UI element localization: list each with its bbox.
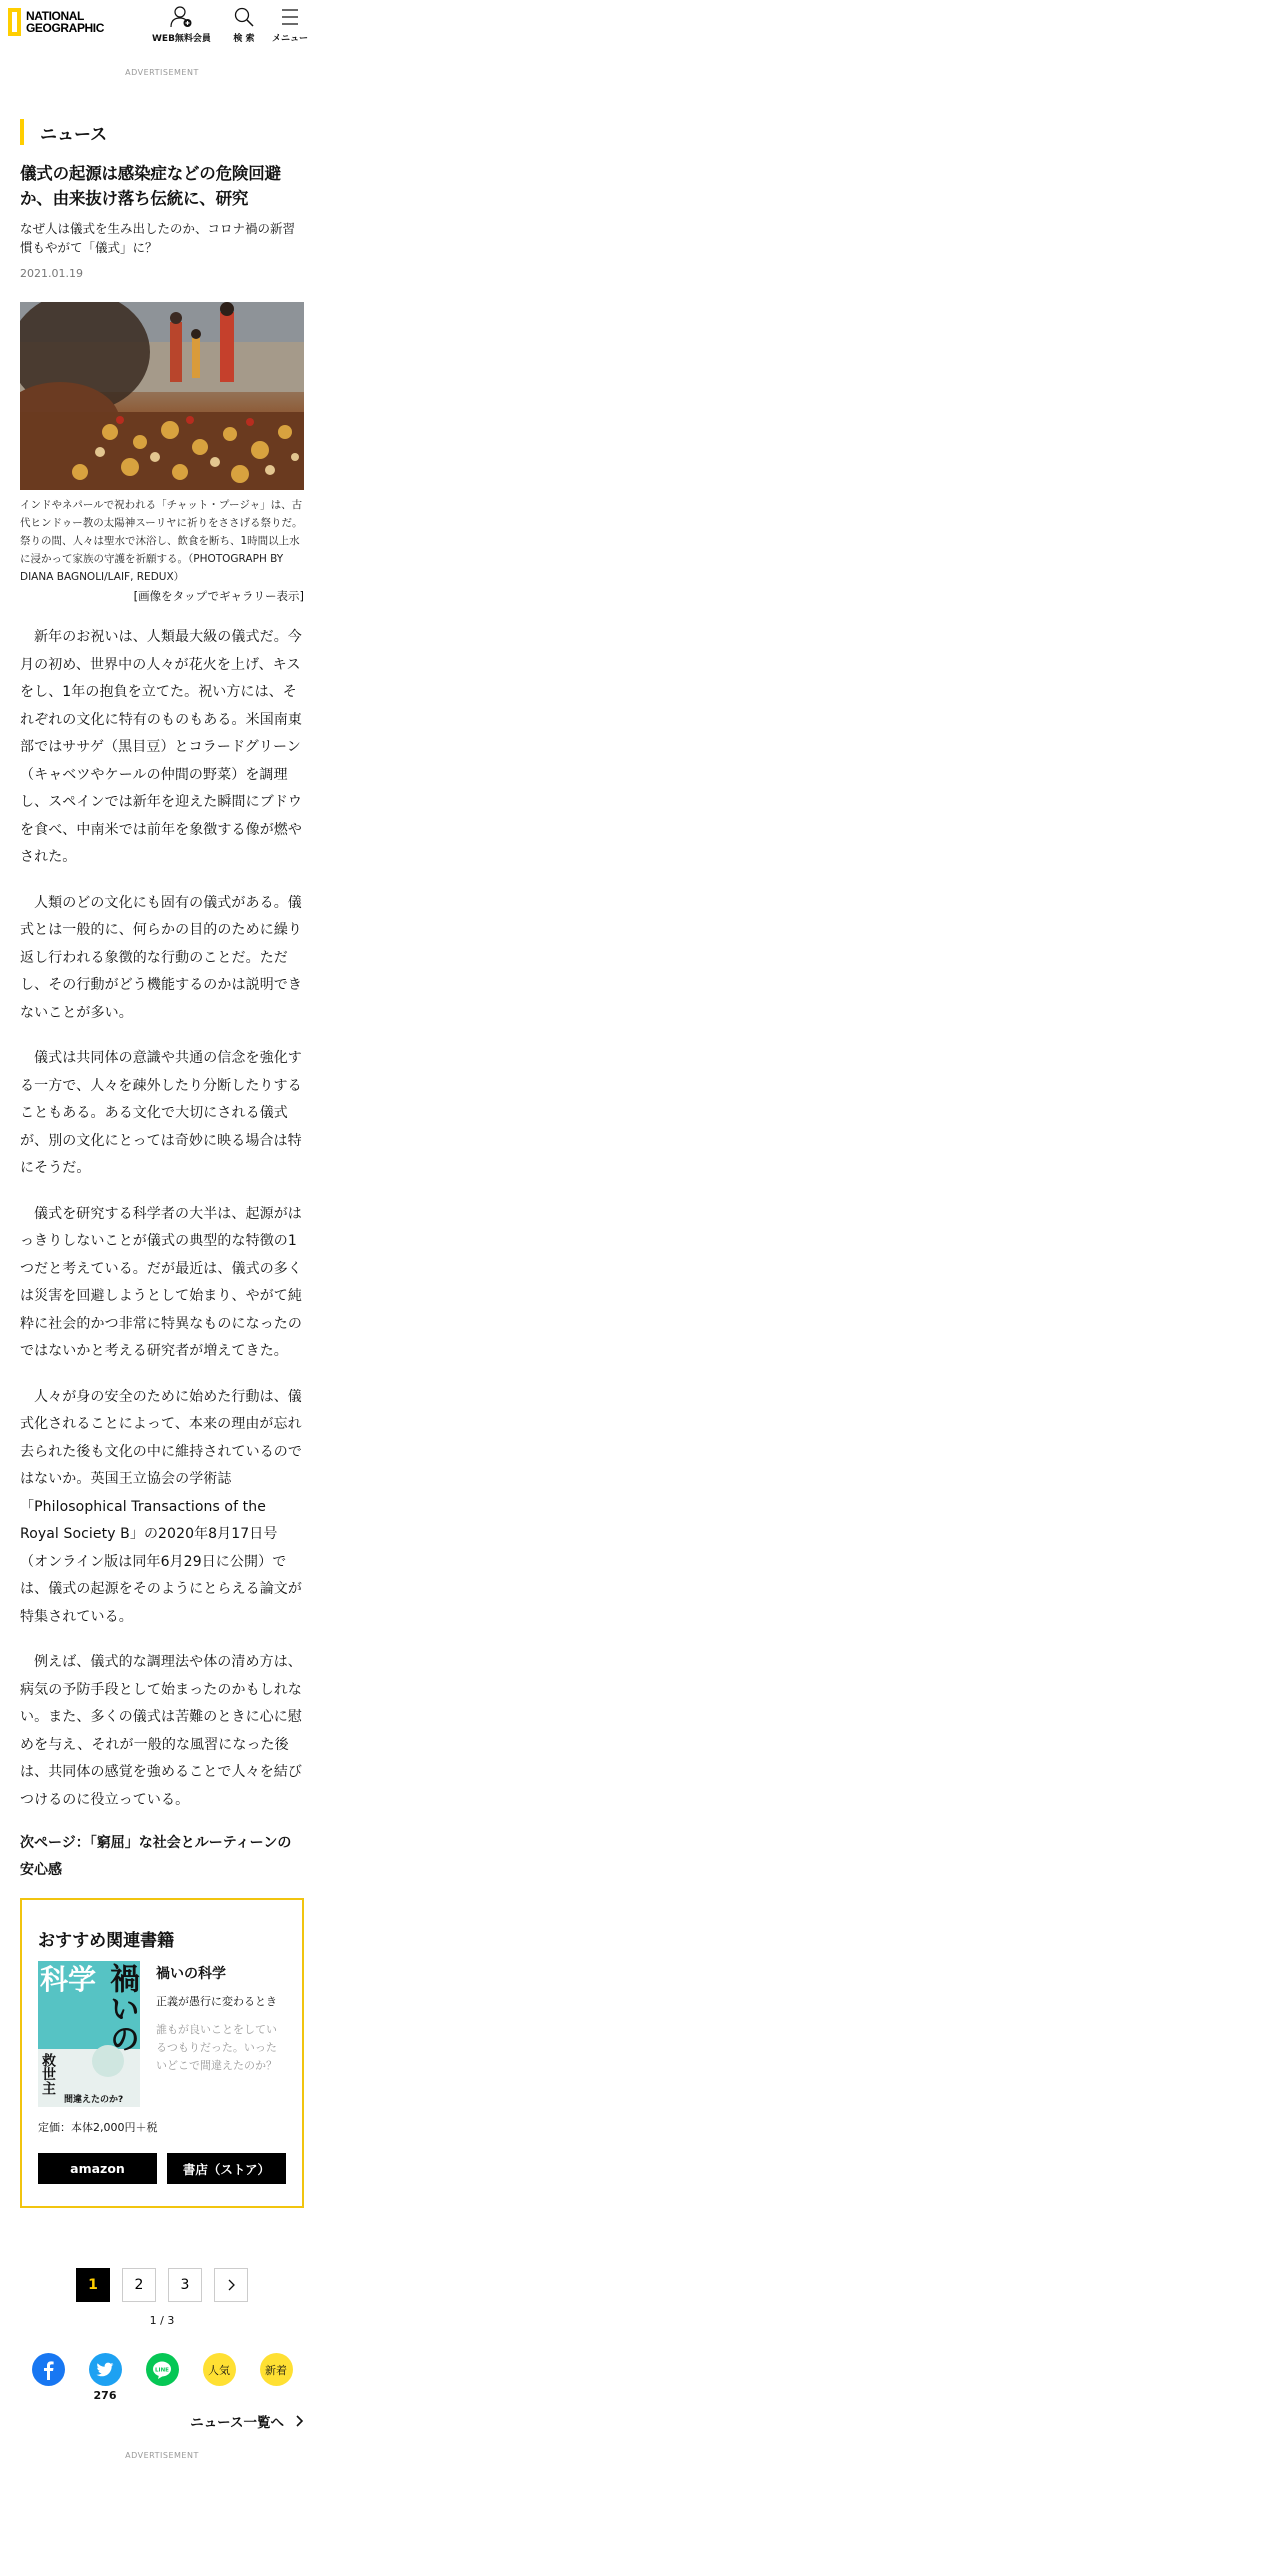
recommended-book-box: [20, 1898, 304, 2208]
user-icon: [169, 6, 193, 28]
chevron-right-icon: [225, 2278, 237, 2292]
article-photo[interactable]: [20, 302, 304, 490]
photo-caption: インドやネパールで祝われる「チャット・プージャ」は、古代ヒンドゥー教の太陽神スーリヤに祈りをささげる祭りだ。祭りの間、人々は聖水で沐浴し、飲食を断ち、1時間以上水に浸かって家族の守護を祈願する。（PHOTOGRAPH BY DIANA BAGNOLI/LAIF, REDUX）: [20, 499, 303, 583]
member-label: WEB無料会員: [152, 34, 211, 44]
news-list-link[interactable]: [0, 2411, 324, 2431]
article-body: [20, 624, 304, 1814]
page-button-1[interactable]: 1: [76, 2268, 110, 2302]
site-header: [0, 0, 324, 52]
logo-text: [26, 10, 104, 34]
menu-label: メニュー: [272, 34, 309, 44]
line-icon: [146, 2353, 179, 2386]
cover-title-a: 禍いの: [104, 1963, 139, 2053]
popular-button[interactable]: [203, 2353, 236, 2403]
section-heading: [20, 119, 304, 145]
book-box-title: おすすめ関連書籍: [38, 1931, 175, 1951]
section-label: ニュース: [40, 124, 108, 145]
facebook-count: [32, 2389, 65, 2403]
body-paragraph: 儀式を研究する科学者の大半は、起源がはっきりしないことが儀式の典型的な特徴の1つだと考えている。だが最近は、儀式の多くは災害を回避しようとして始まり、やがて純粋に社会的かつ非常に特異なものになったのではないかと考える研究者が増えてきた。: [20, 1205, 302, 1359]
line-share[interactable]: [146, 2353, 179, 2403]
search-label: 検 索: [233, 34, 255, 44]
chhath-puja-photo-illustration: [20, 302, 304, 490]
page: [0, 0, 324, 2460]
body-paragraph: 人々が身の安全のために始めた行動は、儀式化されることによって、本来の理由が忘れ去られた後も文化の中に維持されているのではないか。英国王立協会の学術誌「Philosophical Transactions of the Royal Society B」の2020年8月17日号（オンライン版は同年6月29日に公開）では、儀式の起源をそのようにとらえる論文が特集されている。: [20, 1388, 302, 1625]
cover-side-text: 救世主: [40, 2053, 56, 2095]
twitter-share[interactable]: [89, 2353, 122, 2403]
member-button[interactable]: [152, 6, 211, 44]
new-articles-button[interactable]: [260, 2353, 293, 2403]
national-geographic-logo[interactable]: [8, 8, 104, 36]
line-count: [146, 2389, 179, 2403]
gallery-link[interactable]: [画像をタップでギャラリー表示]: [133, 589, 304, 603]
next-page-button[interactable]: [214, 2268, 248, 2302]
article-content: [0, 119, 324, 2403]
hamburger-menu-icon: [279, 6, 301, 28]
svg-text:LINE: LINE: [155, 2367, 169, 2373]
advertisement-label-top: ADVERTISEMENT: [125, 68, 199, 77]
logo-yellow-border-icon: [8, 8, 21, 36]
book-row: [38, 1961, 286, 2107]
next-page-link[interactable]: 次ページ：「窮屈」な社会とルーティーンの安心感: [20, 1835, 292, 1878]
advertisement-label-bottom: ADVERTISEMENT: [125, 2451, 199, 2460]
amazon-button[interactable]: amazon: [38, 2153, 157, 2184]
book-price: 定価：本体2,000円＋税: [38, 2121, 158, 2134]
book-subtitle: 正義が愚行に変わるとき: [156, 1995, 277, 2008]
page-button-2[interactable]: 2: [122, 2268, 156, 2302]
page-count: 1 / 3: [149, 2314, 175, 2327]
cover-bottom-text: 間違えたのか?: [64, 2095, 124, 2105]
bookstore-button[interactable]: 書店（ストア）: [167, 2153, 286, 2184]
logo-line2: GEOGRAPHIC: [26, 21, 105, 35]
popular-label: 人気: [203, 2353, 236, 2386]
article-title: 儀式の起源は感染症などの危険回避か、由来抜け落ち伝統に、研究: [20, 164, 281, 208]
body-paragraph: 例えば、儀式的な調理法や体の清め方は、病気の予防手段として始まったのかもしれない。また、多くの儀式は苦難のときに心に慰めを与え、それが一般的な風習になった後は、共同体の感覚を強めることで人々を結びつけるのに役立っている。: [20, 1654, 302, 1808]
facebook-icon: [32, 2353, 65, 2386]
body-paragraph: 人類のどの文化にも固有の儀式がある。儀式とは一般的に、何らかの目的のために繰り返し行われる象徴的な行動のことだ。ただし、その行動がどう機能するのかは説明できないことが多い。: [20, 894, 302, 1021]
menu-button[interactable]: [272, 6, 308, 44]
twitter-count: 276: [93, 2389, 117, 2402]
search-icon: [233, 6, 255, 28]
chevron-right-icon: [294, 2415, 304, 2431]
book-buttons: [38, 2153, 286, 2184]
twitter-icon: [89, 2353, 122, 2386]
section-accent-bar: [20, 119, 24, 145]
book-description: 誰もが良いことをしているつもりだった。いったいどこで間違えたのか？: [156, 2023, 277, 2072]
news-list-link-text: ニュース一覧へ: [190, 2415, 284, 2431]
social-share-bar: [20, 2353, 304, 2403]
facebook-share[interactable]: [32, 2353, 65, 2403]
article-date: 2021.01.19: [20, 267, 83, 280]
book-info: [156, 1961, 286, 2107]
cover-title-b: 科学: [40, 1963, 97, 1996]
new-label: 新着: [260, 2353, 293, 2386]
search-button[interactable]: [233, 6, 255, 44]
book-cover[interactable]: [38, 1961, 140, 2107]
pagination: [20, 2268, 304, 2302]
new-count: [260, 2389, 293, 2403]
body-paragraph: 儀式は共同体の意識や共通の信念を強化する一方で、人々を疎外したり分断したりすることもある。ある文化で大切にされる儀式が、別の文化にとっては奇妙に映る場合は特にそうだ。: [20, 1050, 302, 1176]
logo-line1: NATIONAL: [26, 9, 84, 23]
book-name[interactable]: 禍いの科学: [156, 1966, 226, 1982]
article-subtitle: なぜ人は儀式を生み出したのか、コロナ禍の新習慣もやがて「儀式」に？: [20, 221, 296, 255]
page-button-3[interactable]: 3: [168, 2268, 202, 2302]
popular-count: [203, 2389, 236, 2403]
body-paragraph: 新年のお祝いは、人類最大級の儀式だ。今月の初め、世界中の人々が花火を上げ、キスをし、1年の抱負を立てた。祝い方には、それぞれの文化に特有のものもある。米国南東部ではササゲ（黒目豆）とコラードグリーン（キャベツやケールの仲間の野菜）を調理し、スペインでは新年を迎えた瞬間にブドウを食べ、中南米では前年を象徴する像が燃やされた。: [20, 629, 302, 865]
